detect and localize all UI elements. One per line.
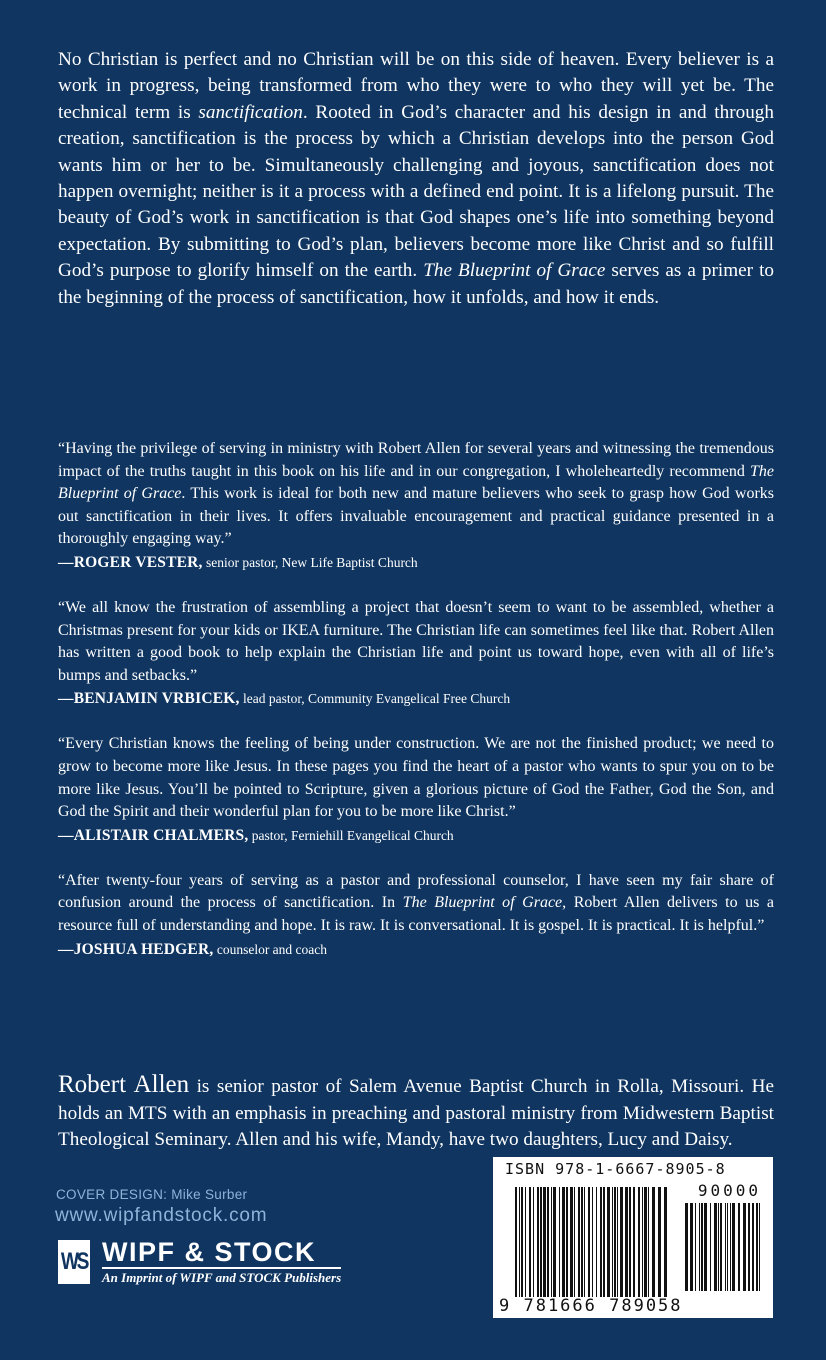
barcode-bar: [690, 1203, 693, 1291]
barcode-bar: [540, 1187, 542, 1297]
ean-number: 9 781666 789058: [499, 1296, 683, 1316]
barcode-bar: [515, 1187, 517, 1297]
barcode-bar: [614, 1187, 616, 1297]
bio-text: is senior pastor of Salem Avenue Baptist Church in Rolla, Missouri. He holds an MTS with an emphasis in preaching and pastoral ministry from Midwestern Baptist Theological Seminary. Allen and his wife, Mandy, have two daughters, Lucy and Daisy.: [58, 1076, 774, 1151]
publisher-url[interactable]: www.wipfandstock.com: [55, 1205, 268, 1226]
barcode-bar: [685, 1203, 688, 1291]
barcode-bar: [625, 1187, 628, 1297]
endorser-name: —ALISTAIR CHALMERS,: [58, 826, 249, 844]
barcode-bar: [603, 1187, 605, 1297]
publisher-logo: [54, 1238, 341, 1286]
endorsements: [58, 438, 774, 984]
barcode-bar: [551, 1187, 552, 1297]
isbn-text: ISBN 978-1-6667-8905-8: [505, 1160, 726, 1178]
book-description: [58, 47, 774, 311]
barcode-bar: [607, 1187, 610, 1297]
endorser-name: —JOSHUA HEDGER,: [58, 940, 214, 958]
barcode-bar: [578, 1187, 580, 1297]
endorsement-attribution: [58, 687, 774, 711]
barcode-bar: [547, 1187, 549, 1297]
barcode-bar: [648, 1187, 649, 1297]
barcode-bar: [519, 1187, 520, 1297]
barcode-bar: [633, 1187, 635, 1297]
barcode-bar: [562, 1187, 565, 1297]
cover-design-credit: [56, 1187, 247, 1202]
barcode-bar: [732, 1203, 735, 1291]
barcode-bar: [612, 1187, 613, 1297]
barcode-bar: [592, 1187, 593, 1297]
credit-label: COVER DESIGN:: [56, 1187, 168, 1202]
barcode-bar: [756, 1203, 758, 1291]
endorsement-attribution: [58, 824, 774, 848]
publisher-imprint: An Imprint of WIPF and STOCK Publishers: [102, 1270, 342, 1285]
endorsement-quote: [58, 597, 774, 687]
barcode-bar: [718, 1203, 719, 1291]
book-title-italic: The Blueprint of Grace: [423, 260, 606, 282]
barcode-bar: [652, 1187, 655, 1297]
barcode-bar: [543, 1187, 546, 1297]
author-name: Robert Allen: [58, 1071, 190, 1098]
barcode-bar: [725, 1203, 726, 1291]
barcode-bar: [529, 1187, 531, 1297]
quote-text: “Having the privilege of serving in ministry with Robert Allen for several years and witnessing the tremendous impact of the truths taught in this book on his life and in our congregation, I wholeheartedly recommend: [58, 440, 774, 480]
barcode-bar: [752, 1203, 754, 1291]
description-text: No Christian is perfect and no Christian will be on this side of heaven. Every believer is a work in progress, being transformed from who they were to who they will yet be. The technical term is: [58, 49, 774, 123]
endorsement-quote: [58, 733, 774, 823]
ws-logo-icon: WS: [58, 1240, 90, 1284]
barcode-bar: [596, 1187, 597, 1297]
barcode-bar: [720, 1203, 722, 1291]
barcode-bar: [629, 1187, 631, 1297]
description-text: . Rooted in God’s character and his design in and through creation, sanctification is the process by which a Christian develops into the person God wants him or her to be. Simultaneously challenging and joyous, sanctification does not happen overnight; neither is it a process with a defined end point. It is a lifelong pursuit. The beauty of God’s work in sanctification is that God shapes one’s life into something beyond expectation. By submitting to God’s plan, believers become more like Christ and so fulfill God’s purpose to glorify himself on the earth.: [58, 101, 774, 282]
quote-text: “Every Christian knows the feeling of being under construction. We are not the finished product; we need to grow to become more like Jesus. In these pages you find the heart of a pastor who wants to spur you on to be more like Jesus. You’ll be pointed to Scripture, given a glorious picture of God the Father, God the Son, and God the Spirit and their wonderful plan for you to be more like Christ.”: [58, 735, 774, 821]
author-bio: [58, 1072, 774, 1154]
endorser-title: senior pastor, New Life Baptist Church: [206, 554, 418, 570]
barcode-bar: [553, 1187, 556, 1297]
barcode-bar: [570, 1187, 573, 1297]
endorser-name: —ROGER VESTER,: [58, 553, 203, 571]
barcode-bar: [738, 1203, 740, 1291]
description-text: serves as a primer to the beginning of the process of sanctification, how it unfolds, and how it ends.: [58, 260, 774, 308]
barcode-bar: [638, 1187, 640, 1297]
barcode-bar: [730, 1203, 731, 1291]
barcode-bar: [658, 1187, 661, 1297]
barcode-bar: [642, 1187, 643, 1297]
barcode-bar: [704, 1203, 707, 1291]
barcode-bar: [588, 1187, 590, 1297]
barcode-bar: [759, 1203, 760, 1291]
barcode-bar: [600, 1187, 602, 1297]
barcode-bar: [620, 1187, 623, 1297]
endorser-title: pastor, Ferniehill Evangelical Church: [251, 827, 454, 843]
quote-text: . This work is ideal for both new and mature believers who seek to grasp how God works out sanctification in their lives. It offers invaluable encouragement and practical guidance presented in a thoroughly engaging way.”: [58, 485, 775, 548]
barcode-bar: [533, 1187, 534, 1297]
barcode-bar: [559, 1187, 560, 1297]
endorsement-quote: [58, 870, 774, 938]
quote-text: “After twenty-four years of serving as a pastor and professional counselor, I have seen my fair share of confusion around the process of sanctification. In: [58, 871, 774, 912]
barcode-bar: [710, 1203, 711, 1291]
barcode-bar: [566, 1187, 568, 1297]
price-barcode-bars: [685, 1203, 760, 1291]
barcode-bar: [537, 1187, 539, 1297]
quote-text: “We all know the frustration of assembling a project that doesn’t seem to want to be assembled, whether a Christmas present for your kids or IKEA furniture. The Christian life can sometimes feel like that. Robert Allen has written a good book to help explain the Christian life and point us toward hope, even with all of life’s bumps and setbacks.”: [58, 598, 774, 684]
barcode-bar: [714, 1203, 717, 1291]
barcode-bar: [727, 1203, 728, 1291]
barcode-bar: [748, 1203, 750, 1291]
barcode-bar: [581, 1187, 583, 1297]
endorser-title: counselor and coach: [216, 941, 328, 957]
endorser-title: lead pastor, Community Evangelical Free Church: [242, 691, 511, 707]
book-title-italic: The Blueprint of Grace: [58, 462, 774, 503]
barcode-bar: [644, 1187, 647, 1297]
endorser-name: —BENJAMIN VRBICEK,: [58, 690, 240, 708]
barcode-bar: [617, 1187, 618, 1297]
endorsement-attribution: [58, 938, 774, 962]
credit-designer: Mike Surber: [167, 1187, 248, 1202]
barcode-bars: [515, 1187, 670, 1297]
barcode-bar: [584, 1187, 585, 1297]
isbn-barcode: [493, 1157, 773, 1318]
barcode-bar: [521, 1187, 523, 1297]
barcode-bar: [695, 1203, 696, 1291]
barcode-bar: [664, 1187, 667, 1297]
description-term: sanctification: [198, 101, 303, 123]
endorsement-quote: [58, 438, 774, 551]
barcode-bar: [699, 1203, 700, 1291]
endorsement-attribution: [58, 551, 774, 575]
barcode-bar: [743, 1203, 746, 1291]
barcode-bar: [701, 1203, 703, 1291]
publisher-name: WIPF & STOCK: [102, 1238, 341, 1269]
book-title-italic: The Blueprint of Grace: [402, 894, 563, 912]
price-code: 90000: [697, 1181, 761, 1200]
barcode-bar: [574, 1187, 575, 1297]
barcode-bar: [525, 1187, 526, 1297]
quote-text: , Robert Allen delivers to us a resource full of understanding and hope. It is raw. It is conversational. It is gospel. It is practical. It is helpful.”: [58, 894, 775, 934]
